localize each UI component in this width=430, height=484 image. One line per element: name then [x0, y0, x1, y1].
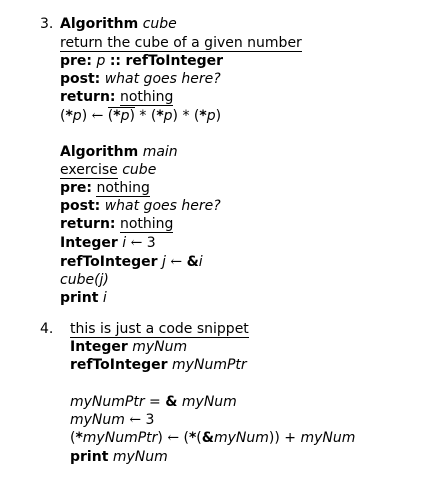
lhs-var: myNumPtr	[70, 394, 145, 410]
post-label: post:	[60, 71, 101, 87]
pre-sep: ::	[109, 53, 122, 69]
type-keyword: refToInteger	[60, 254, 158, 270]
algorithm-cube-statement	[60, 107, 221, 125]
print-keyword: print	[60, 290, 99, 306]
description-text: return the cube of a given number	[60, 35, 302, 51]
snippet-decl-integer	[70, 338, 187, 356]
algorithm-name: main	[142, 144, 178, 160]
plus-operator: +	[284, 430, 297, 446]
print-var: myNum	[112, 449, 168, 465]
print-keyword: print	[70, 449, 109, 465]
literal-value: 3	[145, 412, 155, 428]
address-target: i	[198, 254, 203, 270]
item-number-4: 4.	[40, 321, 54, 337]
assign-arrow: ←	[130, 235, 143, 251]
address-operator: &	[165, 394, 178, 410]
equals-operator: =	[149, 394, 161, 410]
var-name: j	[162, 254, 166, 270]
algorithm-main-decl-ref	[60, 253, 203, 271]
deref-expr-4: (*p)	[193, 108, 222, 124]
pre-text: nothing	[96, 180, 150, 196]
algorithm-main-description	[60, 161, 156, 179]
return-label: return:	[60, 216, 116, 232]
algorithm-keyword: Algorithm	[60, 144, 139, 160]
post-label: post:	[60, 198, 101, 214]
exercise-target: cube	[122, 162, 157, 178]
assign-arrow: ←	[167, 430, 180, 446]
algorithm-main-decl-integer	[60, 234, 156, 252]
times-operator-1: *	[139, 108, 147, 124]
lhs-var: myNum	[70, 412, 125, 428]
plus-var: myNum	[300, 430, 356, 446]
deref-lhs: (*myNumPtr)	[70, 430, 163, 446]
snippet-assign-ptr	[70, 393, 237, 411]
var-name: i	[122, 235, 127, 251]
algorithm-main-return	[60, 215, 173, 233]
algorithm-cube-header	[60, 15, 177, 33]
deref-rhs: (*(&myNum))	[183, 430, 280, 446]
algorithm-cube-post	[60, 70, 221, 88]
algorithm-main-pre	[60, 179, 150, 197]
return-text: nothing	[119, 89, 174, 105]
deref-expr-3: (*p)	[150, 108, 179, 124]
function-call: cube(j)	[60, 272, 109, 288]
deref-expr-1: (*p)	[60, 108, 88, 124]
var-name: myNumPtr	[172, 357, 247, 373]
rhs-var: myNum	[181, 394, 237, 410]
algorithm-keyword: Algorithm	[60, 16, 139, 32]
snippet-print	[70, 448, 168, 466]
snippet-description	[70, 320, 249, 338]
algorithm-main-post	[60, 197, 221, 215]
item-number-3: 3.	[40, 16, 54, 32]
algorithm-main-call	[60, 271, 109, 289]
pre-var: p	[96, 53, 106, 69]
type-keyword: Integer	[70, 339, 128, 355]
algorithm-cube-return	[60, 88, 173, 106]
snippet-assign-deref	[70, 429, 355, 447]
return-text: nothing	[119, 216, 174, 232]
post-text: what goes here?	[104, 71, 221, 87]
pre-type: refToInteger	[125, 53, 224, 69]
assign-arrow: ←	[170, 254, 183, 270]
address-operator: &	[186, 254, 199, 270]
description-text: this is just a code snippet	[70, 321, 249, 337]
literal-value: 3	[146, 235, 156, 251]
algorithm-cube-description	[60, 34, 302, 52]
times-operator-2: *	[182, 108, 190, 124]
print-var: i	[102, 290, 107, 306]
type-keyword: refToInteger	[70, 357, 168, 373]
algorithm-name: cube	[142, 16, 177, 32]
return-label: return:	[60, 89, 116, 105]
algorithm-cube-pre	[60, 52, 223, 70]
algorithm-main-header	[60, 143, 178, 161]
pre-label: pre:	[60, 180, 93, 196]
assign-arrow: ←	[91, 108, 104, 124]
deref-expr-2: (*p)	[107, 108, 135, 124]
var-name: myNum	[132, 339, 188, 355]
snippet-decl-ref	[70, 356, 247, 374]
post-text: what goes here?	[104, 198, 221, 214]
algorithm-main-print	[60, 289, 107, 307]
pre-label: pre:	[60, 53, 93, 69]
exercise-text: exercise	[60, 162, 118, 178]
type-keyword: Integer	[60, 235, 118, 251]
snippet-assign-num	[70, 411, 154, 429]
assign-arrow: ←	[129, 412, 142, 428]
